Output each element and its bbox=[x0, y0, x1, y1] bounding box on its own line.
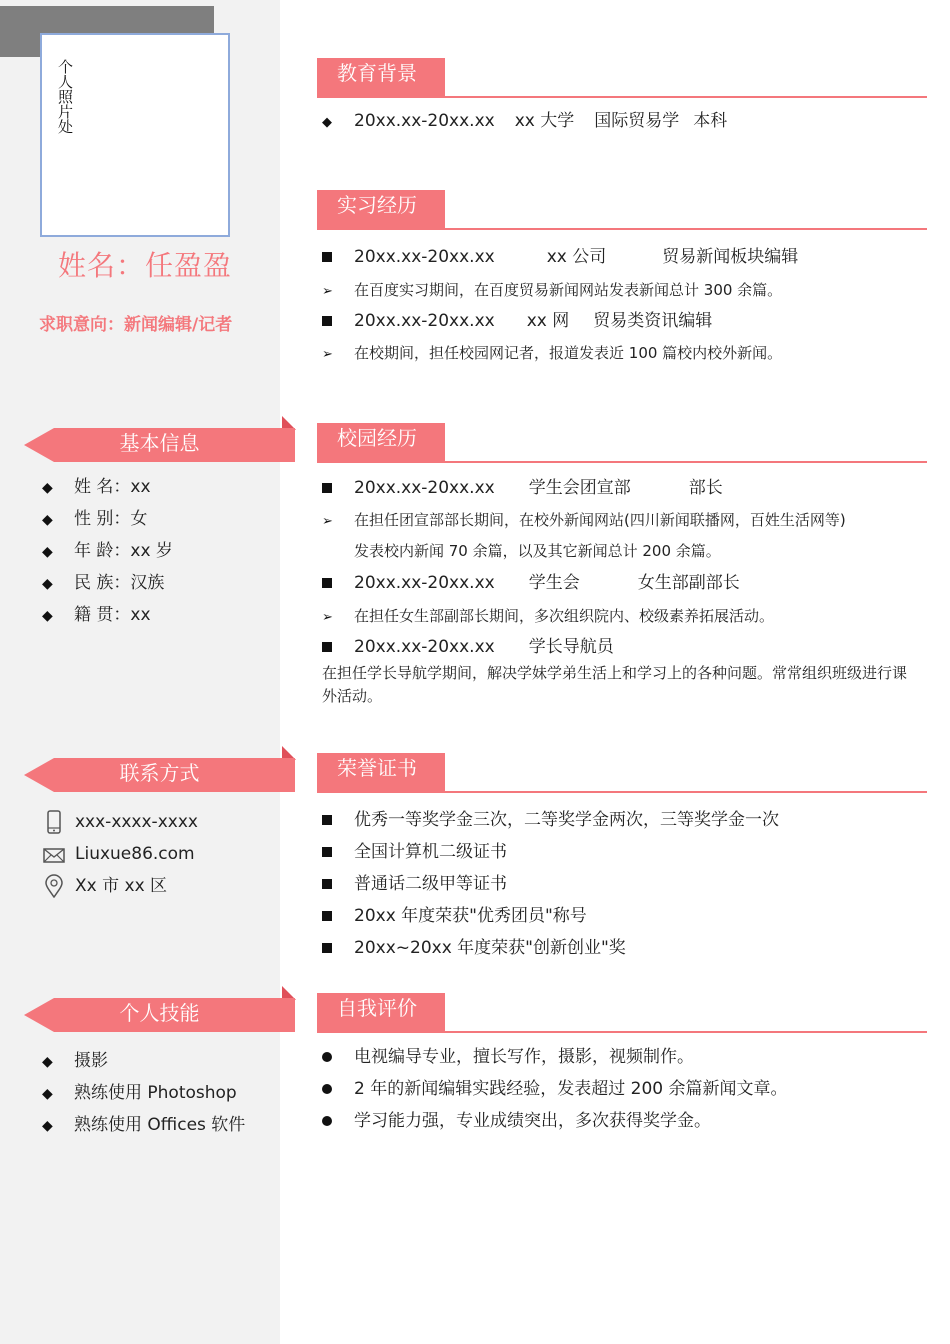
list-item: ◆ 摄影 bbox=[42, 1045, 245, 1077]
list-item: 电视编导专业，擅长写作，摄影，视频制作。 bbox=[322, 1041, 694, 1073]
list-item: ◆ 熟练使用 Offices 软件 bbox=[42, 1109, 245, 1141]
contact-list bbox=[43, 806, 198, 902]
list-item: 全国计算机二级证书 bbox=[322, 836, 507, 868]
list-item: ◆ 籍 贯：xx bbox=[42, 599, 173, 631]
photo-placeholder-text: 个人照片处 bbox=[56, 59, 74, 134]
education-title: 教育背景 bbox=[337, 61, 417, 85]
skills-list bbox=[42, 1045, 245, 1141]
internship-title: 实习经历 bbox=[337, 193, 417, 217]
arrow-bullet-icon: ➢ bbox=[322, 347, 333, 362]
phone-icon bbox=[43, 810, 65, 834]
diamond-icon: ◆ bbox=[42, 576, 53, 592]
honors-title: 荣誉证书 bbox=[337, 756, 417, 780]
basic-info-header bbox=[24, 420, 296, 462]
list-item: 学习能力强，专业成绩突出，多次获得奖学金。 bbox=[322, 1105, 711, 1137]
mail-icon bbox=[43, 842, 65, 866]
contact-header bbox=[24, 750, 296, 792]
list-item: ◆ 姓 名：xx bbox=[42, 471, 173, 503]
skills-header bbox=[24, 990, 296, 1032]
square-bullet-icon bbox=[322, 252, 332, 262]
job-intent: 求职意向：新闻编辑/记者 bbox=[39, 315, 233, 335]
internship-entry: 20xx.xx-20xx.xx xx 网 贸易类资讯编辑 bbox=[322, 305, 712, 337]
diamond-icon: ◆ bbox=[42, 1118, 53, 1134]
self-eval-header bbox=[317, 993, 927, 1035]
campus-desc-cont: 发表校内新闻 70 余篇，以及其它新闻总计 200 余篇。 bbox=[354, 542, 721, 560]
campus-desc: 在担任学长导航学期间，解决学妹学弟生活上和学习上的各种问题。常常组织班级进行课外活动。 bbox=[322, 664, 908, 705]
square-bullet-icon bbox=[322, 943, 332, 953]
internship-header bbox=[317, 190, 927, 232]
square-bullet-icon bbox=[322, 578, 332, 588]
contact-email: Liuxue86.com bbox=[43, 838, 198, 870]
campus-title: 校园经历 bbox=[337, 426, 417, 450]
diamond-icon: ◆ bbox=[42, 1086, 53, 1102]
square-bullet-icon bbox=[322, 815, 332, 825]
diamond-icon: ◆ bbox=[42, 480, 53, 496]
campus-desc: ➢ 在担任女生部副部长期间，多次组织院内、校级素养拓展活动。 bbox=[322, 600, 774, 632]
diamond-icon: ◆ bbox=[42, 608, 53, 624]
list-item: 普通话二级甲等证书 bbox=[322, 868, 507, 900]
square-bullet-icon bbox=[322, 316, 332, 326]
list-item: ◆ 年 龄：xx 岁 bbox=[42, 535, 173, 567]
diamond-icon: ◆ bbox=[322, 115, 332, 130]
list-item: 20xx 年度荣获"优秀团员"称号 bbox=[322, 900, 587, 932]
circle-bullet-icon bbox=[322, 1116, 332, 1126]
internship-entry: 20xx.xx-20xx.xx xx 公司 贸易新闻板块编辑 bbox=[322, 241, 798, 273]
list-item: 20xx~20xx 年度荣获"创新创业"奖 bbox=[322, 932, 626, 964]
candidate-name: 姓名：任盈盈 bbox=[58, 249, 233, 282]
campus-entry: 20xx.xx-20xx.xx 学长导航员 bbox=[322, 631, 614, 663]
list-item: ◆ 性 别：女 bbox=[42, 503, 173, 535]
campus-header bbox=[317, 423, 927, 465]
square-bullet-icon bbox=[322, 483, 332, 493]
contact-title: 联系方式 bbox=[119, 761, 200, 785]
list-item: ◆ 熟练使用 Photoshop bbox=[42, 1077, 245, 1109]
square-bullet-icon bbox=[322, 911, 332, 921]
square-bullet-icon bbox=[322, 847, 332, 857]
education-entry: ◆ 20xx.xx-20xx.xx xx 大学 国际贸易学 本科 bbox=[322, 105, 727, 137]
photo-placeholder bbox=[40, 33, 230, 237]
basic-info-title: 基本信息 bbox=[119, 431, 200, 455]
education-header bbox=[317, 58, 927, 100]
campus-entry: 20xx.xx-20xx.xx 学生会团宣部 部长 bbox=[322, 472, 723, 504]
list-item: 优秀一等奖学金三次，二等奖学金两次，三等奖学金一次 bbox=[322, 804, 779, 836]
square-bullet-icon bbox=[322, 642, 332, 652]
square-bullet-icon bbox=[322, 879, 332, 889]
diamond-icon: ◆ bbox=[42, 512, 53, 528]
arrow-bullet-icon: ➢ bbox=[322, 284, 333, 299]
basic-info-list bbox=[42, 471, 173, 631]
contact-phone: xxx-xxxx-xxxx bbox=[43, 806, 198, 838]
circle-bullet-icon bbox=[322, 1052, 332, 1062]
arrow-bullet-icon: ➢ bbox=[322, 610, 333, 625]
circle-bullet-icon bbox=[322, 1084, 332, 1094]
contact-address: Xx 市 xx 区 bbox=[43, 870, 198, 902]
self-eval-title: 自我评价 bbox=[337, 996, 417, 1020]
arrow-bullet-icon: ➢ bbox=[322, 514, 333, 529]
diamond-icon: ◆ bbox=[42, 544, 53, 560]
location-pin-icon bbox=[43, 874, 65, 898]
internship-desc: ➢ 在校期间，担任校园网记者，报道发表近 100 篇校内校外新闻。 bbox=[322, 337, 782, 369]
campus-entry: 20xx.xx-20xx.xx 学生会 女生部副部长 bbox=[322, 567, 740, 599]
honors-header bbox=[317, 753, 927, 795]
internship-desc: ➢ 在百度实习期间，在百度贸易新闻网站发表新闻总计 300 余篇。 bbox=[322, 274, 782, 306]
list-item: 2 年的新闻编辑实践经验，发表超过 200 余篇新闻文章。 bbox=[322, 1073, 787, 1105]
list-item: ◆ 民 族：汉族 bbox=[42, 567, 173, 599]
diamond-icon: ◆ bbox=[42, 1054, 53, 1070]
skills-title: 个人技能 bbox=[119, 1001, 200, 1025]
campus-desc: ➢ 在担任团宣部部长期间，在校外新闻网站(四川新闻联播网，百姓生活网等) bbox=[322, 504, 846, 536]
